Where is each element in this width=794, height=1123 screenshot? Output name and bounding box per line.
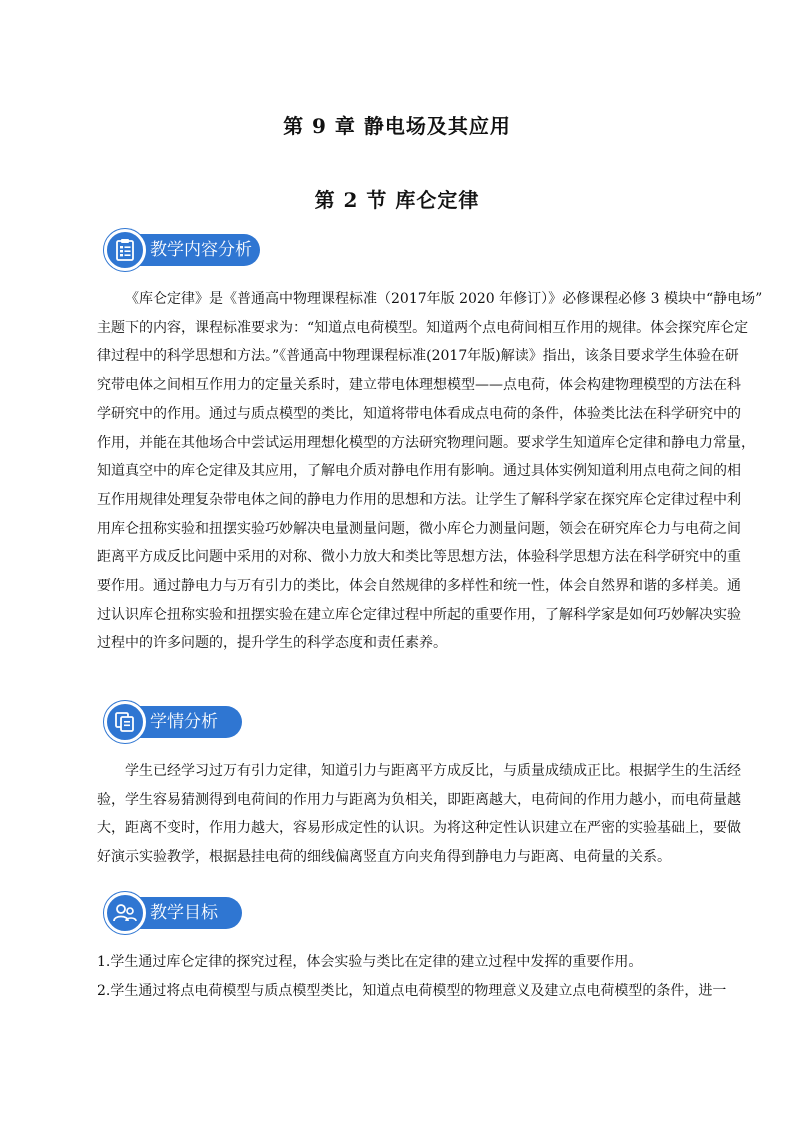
paragraph-line: 律过程中的科学思想和方法。”《普通高中物理课程标准(2017年版)解读》指出，该条目要求学生体验在研 xyxy=(97,348,739,365)
paragraph-line: 过程中的许多问题的，提升学生的科学态度和责任素养。 xyxy=(97,635,447,652)
section-label: 学情分析 xyxy=(150,712,218,732)
paragraph-line: 要作用。通过静电力与万有引力的类比，体会自然规律的多样性和统一性，体会自然界和谐的多样美。通 xyxy=(97,578,741,595)
students-icon xyxy=(104,892,146,934)
clipboard-icon xyxy=(104,229,146,271)
objectives-list xyxy=(97,948,729,1005)
paragraph-line: 学研究中的作用。通过与质点模型的类比，知道将带电体看成点电荷的条件，体验类比法在科学研究中的 xyxy=(97,405,741,422)
paragraph-line: 过认识库仑扭称实验和扭摆实验在建立库仑定律过程中所起的重要作用，了解科学家是如何巧妙解决实验 xyxy=(97,606,741,623)
student-analysis-paragraph xyxy=(97,757,741,872)
objective-item: 1.学生通过库仑定律的探究过程，体会实验与类比在定律的建立过程中发挥的重要作用。 xyxy=(97,954,643,970)
section-header-student-analysis xyxy=(104,701,264,743)
paragraph-line: 学生已经学习过万有引力定律，知道引力与距离平方成反比，与质量成绩成正比。根据学生的生活经 xyxy=(125,763,741,779)
section-header-objectives xyxy=(104,892,264,934)
paragraph-line: 作用，并能在其他场合中尝试运用理想化模型的方法研究物理问题。要求学生知道库仑定律和静电力常量， xyxy=(97,434,755,451)
paragraph-line: 距离平方成反比问题中采用的对称、微小力放大和类比等思想方法，体验科学思想方法在科学研究中的重 xyxy=(97,549,741,566)
objective-item: 2.学生通过将点电荷模型与质点模型类比，知道点电荷模型的物理意义及建立点电荷模型的条件，进一 xyxy=(97,982,727,999)
paragraph-line: 大，距离不变时，作用力越大，容易形成定性的认识。为将这种定性认识建立在严密的实验基础上，要做 xyxy=(97,820,741,837)
section-label: 教学目标 xyxy=(150,903,218,923)
section-title: 第 2 节 库仑定律 xyxy=(314,188,480,212)
paragraph-line: 好演示实验教学，根据悬挂电荷的细线偏离竖直方向夹角得到静电力与距离、电荷量的关系。 xyxy=(97,849,671,866)
paragraph-line: 主题下的内容，课程标准要求为：“知道点电荷模型。知道两个点电荷间相互作用的规律。体会探究库仑定 xyxy=(97,319,749,336)
paragraph-line: 用库仑扭称实验和扭摆实验巧妙解决电量测量问题，微小库仑力测量问题，领会在研究库仑力与电荷之间 xyxy=(97,520,741,537)
documents-icon xyxy=(104,701,146,743)
paragraph-line: 验，学生容易猜测得到电荷间的作用力与距离为负相关，即距离越大，电荷间的作用力越小，而电荷量越 xyxy=(97,791,741,808)
section-label: 教学内容分析 xyxy=(150,240,252,260)
paragraph-line: 究带电体之间相互作用力的定量关系时，建立带电体理想模型——点电荷，体会构建物理模型的方法在科 xyxy=(97,377,741,394)
paragraph-line: 《库仑定律》是《普通高中物理课程标准（2017年版 2020 年修订）》必修课程必修 3 模块中“静电场” xyxy=(125,291,763,307)
chapter-title: 第 9 章 静电场及其应用 xyxy=(283,114,511,138)
paragraph-line: 知道真空中的库仑定律及其应用，了解电介质对静电作用有影响。通过具体实例知道利用点电荷之间的相 xyxy=(97,463,741,480)
paragraph-line: 互作用规律处理复杂带电体之间的静电力作用的思想和方法。让学生了解科学家在探究库仑定律过程中利 xyxy=(97,491,741,508)
content-analysis-paragraph xyxy=(97,285,763,658)
section-header-content-analysis xyxy=(104,229,264,271)
